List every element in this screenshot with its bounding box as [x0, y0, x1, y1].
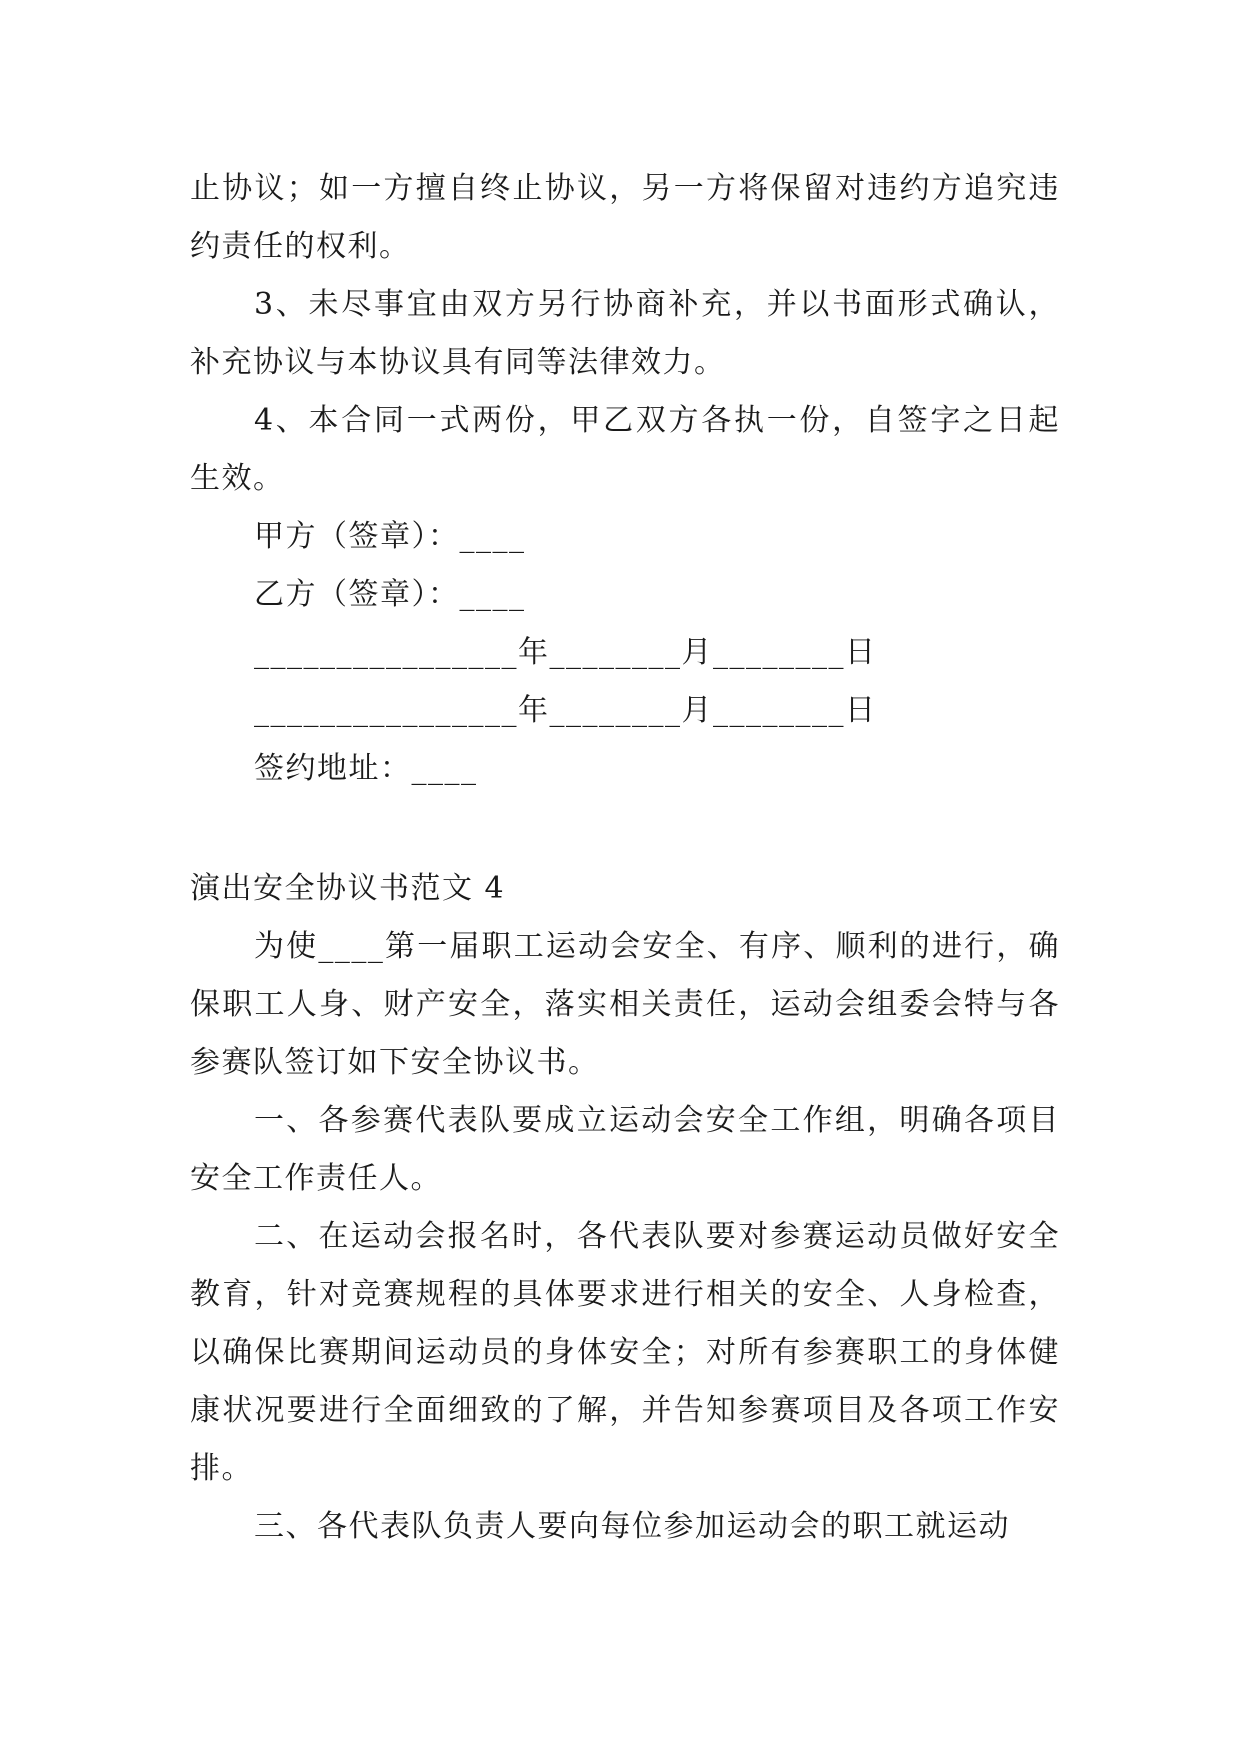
date-line-2: ________________年________月________日	[254, 693, 877, 728]
party-a-signature-line: 甲方（签章）：____	[254, 519, 526, 554]
document-body	[190, 160, 1060, 1556]
paragraph-item-2: 二、在运动会报名时，各代表队要对参赛运动员做好安全教育，针对竞赛规程的具体要求进行相关的安全、人身检查，以确保比赛期间运动员的身体安全；对所有参赛职工的身体健康状况要进行全面细致的了解，并告知参赛项目及各项工作安排。	[190, 1219, 1060, 1486]
signing-location-line: 签约地址：____	[254, 751, 478, 786]
section-title: 演出安全协议书范文 4	[190, 871, 506, 906]
signature-block	[190, 508, 1060, 798]
paragraph-clause-4: 4、本合同一式两份，甲乙双方各执一份，自签字之日起生效。	[190, 403, 1060, 496]
paragraph-clause-3: 3、未尽事宜由双方另行协商补充，并以书面形式确认，补充协议与本协议具有同等法律效力。	[190, 287, 1060, 380]
paragraph-item-1: 一、各参赛代表队要成立运动会安全工作组，明确各项目安全工作责任人。	[190, 1103, 1060, 1196]
paragraph-item-3: 三、各代表队负责人要向每位参加运动会的职工就运动	[254, 1509, 1010, 1544]
section-spacer	[190, 798, 1060, 860]
paragraph-termination-clause: 止协议；如一方擅自终止协议，另一方将保留对违约方追究违约责任的权利。	[190, 171, 1060, 264]
party-b-signature-line: 乙方（签章）：____	[254, 577, 526, 612]
date-line-1: ________________年________月________日	[254, 635, 877, 670]
paragraph-intro: 为使____第一届职工运动会安全、有序、顺利的进行，确保职工人身、财产安全，落实相关责任，运动会组委会特与各参赛队签订如下安全协议书。	[190, 929, 1060, 1080]
